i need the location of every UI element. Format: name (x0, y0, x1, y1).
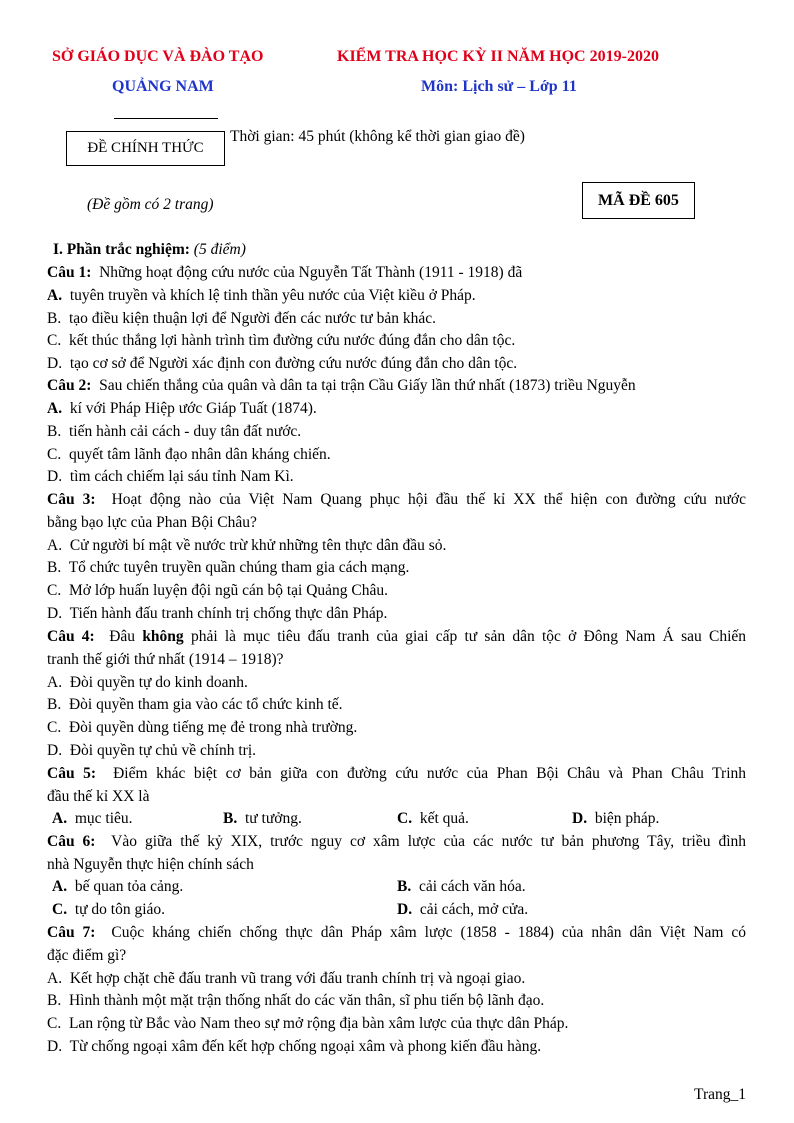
question-7 (47, 922, 746, 945)
page-number: Trang_1 (694, 1086, 746, 1103)
question-label: Câu 2: (47, 377, 92, 394)
option-text: Kết hợp chặt chẽ đấu tranh vũ trang với đấu tranh chính trị và ngoại giao. (69, 970, 526, 987)
option-text: Đòi quyền tự chủ về chính trị. (69, 742, 257, 759)
option (52, 899, 165, 922)
province-name: QUẢNG NAM (112, 78, 214, 95)
option-key: C. (52, 901, 68, 918)
option-text: Tổ chức tuyên truyền quần chúng tham gia cách mạng. (68, 559, 410, 576)
exam-code-box (582, 182, 695, 219)
option-key: A. (47, 400, 63, 417)
official-label-box (66, 131, 225, 166)
section-title (53, 239, 746, 262)
option-key: A. (52, 878, 68, 895)
question-text-line1: Hoạt động nào của Việt Nam Quang phục hội đầu thế kỉ XX thể hiện con đường cứu nước (111, 491, 746, 508)
question-label: Câu 7: (47, 924, 96, 941)
option-text: tạo điều kiện thuận lợi để Người đến các nước tư bản khác. (68, 310, 436, 327)
question-text-pre: Đâu (109, 628, 136, 645)
option (47, 740, 746, 763)
option (47, 444, 746, 467)
option-key: B. (47, 310, 62, 327)
question-6-cont (47, 854, 746, 877)
time-note: Thời gian: 45 phút (không kể thời gian giao đề) (230, 128, 525, 145)
question-5 (47, 763, 746, 786)
option-key: C. (397, 810, 413, 827)
option-text: biện pháp. (594, 810, 660, 827)
option (52, 876, 183, 899)
option-key: C. (47, 582, 62, 599)
question-text-line2: đầu thế kỉ XX là (47, 788, 150, 805)
option (47, 285, 746, 308)
option-key: B. (397, 878, 412, 895)
option (47, 421, 746, 444)
option-key: C. (47, 1015, 62, 1032)
option (47, 308, 746, 331)
option-text: tiến hành cải cách - duy tân đất nước. (68, 423, 302, 440)
option (47, 694, 746, 717)
option (47, 330, 746, 353)
question-text-line2: tranh thế giới thứ nhất (1914 – 1918)? (47, 651, 284, 668)
option (47, 580, 746, 603)
header-divider (114, 118, 218, 119)
option-text: Đòi quyền dùng tiếng mẹ đẻ trong nhà trường. (68, 719, 358, 736)
option (47, 353, 746, 376)
option-text: Từ chống ngoại xâm đến kết hợp chống ngoại xâm và phong kiến đầu hàng. (69, 1038, 542, 1055)
option (47, 557, 746, 580)
option (52, 808, 133, 831)
question-text: Những hoạt động cứu nước của Nguyễn Tất Thành (1911 - 1918) đã (99, 264, 523, 281)
question-text-post: phải là mục tiêu đấu tranh của giai cấp tư sản dân tộc ở Đông Nam Á sau Chiến (190, 628, 747, 645)
option-key: D. (47, 355, 63, 372)
option (223, 808, 302, 831)
section-points: (5 điểm) (193, 241, 246, 258)
exam-code: MÃ ĐỀ 605 (598, 191, 679, 209)
question-text-line1: Cuộc kháng chiến chống thực dân Pháp xâm lược (1858 - 1884) của nhân dân Việt Nam có (111, 924, 747, 941)
option-key: C. (47, 332, 62, 349)
option-text: tạo cơ sở để Người xác định con đường cứu nước đúng đắn cho dân tộc. (69, 355, 518, 372)
option (47, 398, 746, 421)
option-text: kết quả. (419, 810, 469, 827)
question-text-line2: đặc điểm gì? (47, 947, 127, 964)
option-text: cải cách văn hóa. (418, 878, 526, 895)
option-text: tuyên truyền và khích lệ tinh thần yêu nước của Việt kiều ở Pháp. (69, 287, 476, 304)
option (572, 808, 659, 831)
option-key: A. (47, 674, 63, 691)
question-label: Câu 4: (47, 628, 95, 645)
question-text-line1: Vào giữa thế kỷ XIX, trước nguy cơ xâm lược của các nước tư bản phương Tây, triều đình (111, 833, 746, 850)
option-key: D. (397, 901, 413, 918)
question-label: Câu 1: (47, 264, 92, 281)
option (47, 1036, 746, 1059)
option-text: cải cách, mở cửa. (419, 901, 529, 918)
option-key: B. (47, 559, 62, 576)
option (397, 876, 526, 899)
question-4-cont (47, 649, 746, 672)
question-2 (47, 375, 746, 398)
option (47, 672, 746, 695)
option-key: C. (47, 446, 62, 463)
option-key: B. (47, 696, 62, 713)
question-label: Câu 5: (47, 765, 97, 782)
option-key: D. (47, 468, 63, 485)
option-text: Mở lớp huấn luyện đội ngũ cán bộ tại Quảng Châu. (68, 582, 388, 599)
option-key: D. (47, 742, 63, 759)
option-text: kết thúc thắng lợi hành trình tìm đường cứu nước đúng đắn cho dân tộc. (68, 332, 516, 349)
option-key: A. (52, 810, 68, 827)
option-key: B. (223, 810, 238, 827)
option (397, 899, 528, 922)
question-text: Sau chiến thắng của quân và dân ta tại trận Cầu Giấy lần thứ nhất (1873) triều Nguyễn (99, 377, 636, 394)
question-text-line2: nhà Nguyễn thực hiện chính sách (47, 856, 254, 873)
option-text: Lan rộng từ Bắc vào Nam theo sự mở rộng địa bàn xâm lược của thực dân Pháp. (68, 1015, 569, 1032)
option-text: Cử người bí mật về nước trừ khử những tên thực dân đầu sỏ. (69, 537, 447, 554)
question-label: Câu 6: (47, 833, 96, 850)
option (47, 1013, 746, 1036)
option-key: A. (47, 287, 63, 304)
question-6 (47, 831, 746, 854)
subject-line: Môn: Lịch sử – Lớp 11 (421, 78, 577, 95)
option-text: Hình thành một mặt trận thống nhất do các văn thân, sĩ phu tiến bộ lãnh đạo. (68, 992, 545, 1009)
question-7-cont (47, 945, 746, 968)
option-key: A. (47, 970, 63, 987)
question-3-cont (47, 512, 746, 535)
option-text: tự do tôn giáo. (74, 901, 166, 918)
option-key: B. (47, 423, 62, 440)
option-key: B. (47, 992, 62, 1009)
option-key: A. (47, 537, 63, 554)
option (47, 535, 746, 558)
option-key: D. (47, 605, 63, 622)
option (397, 808, 469, 831)
option (47, 603, 746, 626)
question-text-emphasis: không (142, 628, 184, 645)
section-title-text: I. Phần trắc nghiệm: (53, 241, 190, 258)
option-text: bế quan tỏa cảng. (74, 878, 184, 895)
option-text: tư tưởng. (244, 810, 302, 827)
option-key: D. (47, 1038, 63, 1055)
question-4 (47, 626, 746, 649)
option (47, 466, 746, 489)
option-text: mục tiêu. (74, 810, 133, 827)
question-label: Câu 3: (47, 491, 96, 508)
option-text: Đòi quyền tự do kinh doanh. (69, 674, 248, 691)
question-text-line1: Điểm khác biệt cơ bản giữa con đường cứu nước của Phan Bội Châu và Phan Châu Trinh (113, 765, 747, 782)
question-5-cont (47, 786, 746, 809)
option-text: Tiến hành đấu tranh chính trị chống thực dân Pháp. (69, 605, 388, 622)
option-text: Đòi quyền tham gia vào các tổ chức kinh tế. (68, 696, 343, 713)
option (47, 717, 746, 740)
department-name: SỞ GIÁO DỤC VÀ ĐÀO TẠO (52, 48, 264, 65)
pages-note: (Đề gồm có 2 trang) (87, 196, 214, 213)
option (47, 968, 746, 991)
option-text: kí với Pháp Hiệp ước Giáp Tuất (1874). (69, 400, 317, 417)
option-key: C. (47, 719, 62, 736)
option (47, 990, 746, 1013)
option-key: D. (572, 810, 588, 827)
option-text: quyết tâm lãnh đạo nhân dân kháng chiến. (68, 446, 331, 463)
option-text: tìm cách chiếm lại sáu tỉnh Nam Kì. (69, 468, 294, 485)
exam-title: KIỂM TRA HỌC KỲ II NĂM HỌC 2019-2020 (337, 48, 659, 65)
official-label: ĐỀ CHÍNH THỨC (87, 140, 204, 156)
question-text-line2: bằng bạo lực của Phan Bội Châu? (47, 514, 257, 531)
question-1 (47, 262, 746, 285)
question-3 (47, 489, 746, 512)
